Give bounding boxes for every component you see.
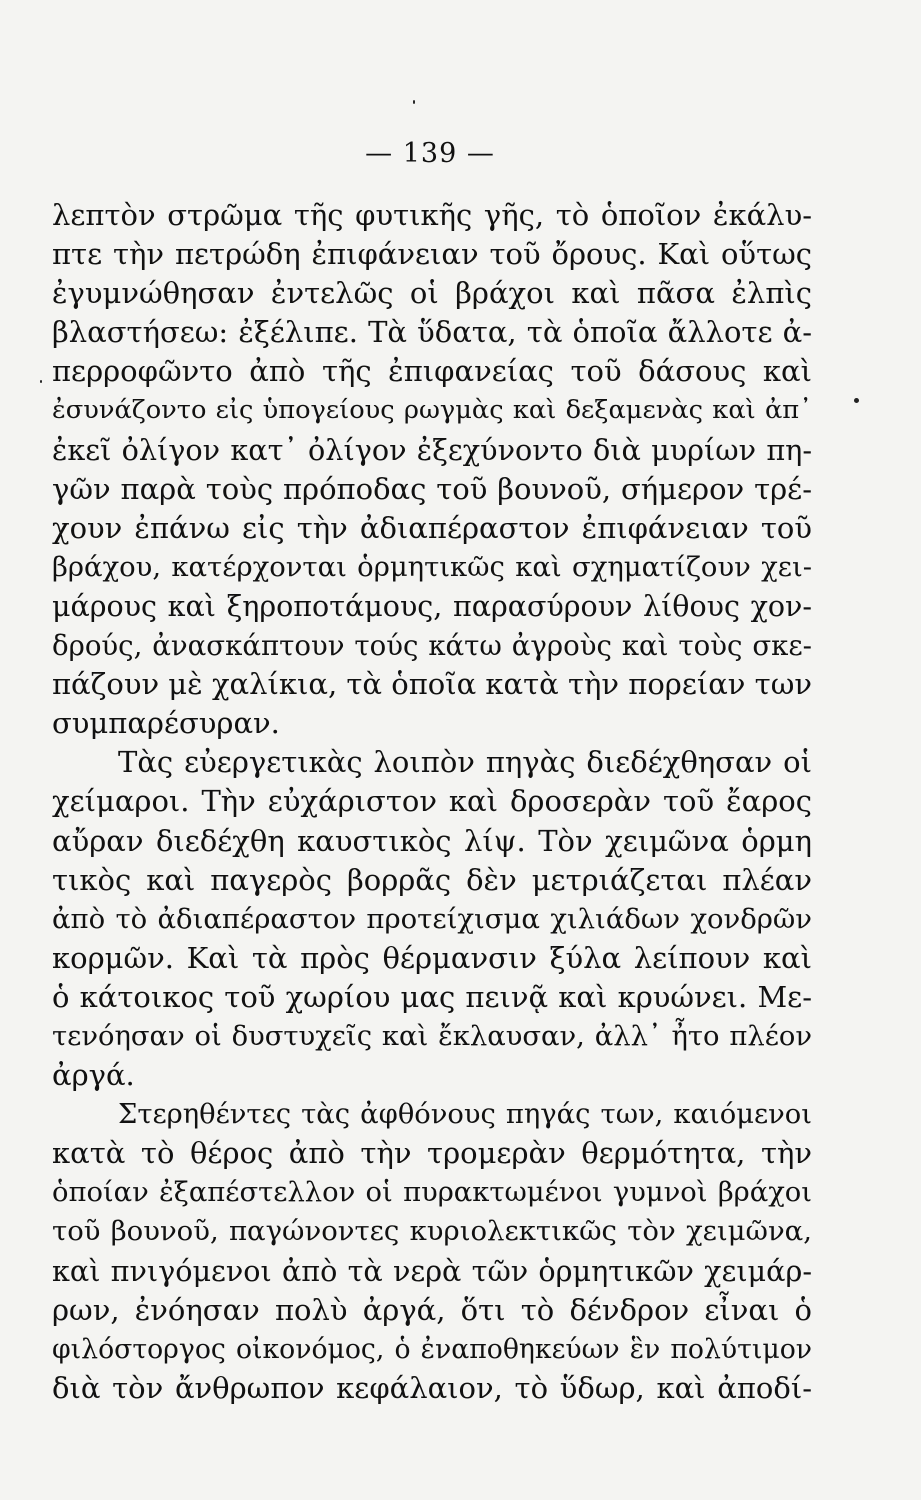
text-line: περροφῶντο ἀπὸ τῆς ἐπιφανείας τοῦ δάσους καὶ: [52, 354, 812, 389]
text-line: αὔραν διεδέχθη καυστικὸς λίψ. Τὸν χειμῶνα ὁρμη: [52, 823, 812, 858]
text-line: ὁ κάτοικος τοῦ χωρίου μας πεινᾷ καὶ κρυώνει. Με-: [52, 979, 812, 1014]
text-line: τενόησαν οἱ δυστυχεῖς καὶ ἔκλαυσαν, ἀλλ᾽ ἦτο πλέον: [52, 1020, 812, 1052]
text-line: βλαστήσεω: ἐξέλιπε. Τὰ ὕδατα, τὰ ὁποῖα ἄλλοτε ἀ-: [52, 315, 812, 350]
paragraph-end-line: συμπαρέσυραν.: [52, 706, 280, 741]
text-line: λεπτὸν στρῶμα τῆς φυτικῆς γῆς, τὸ ὁποῖον ἐκάλυ-: [52, 198, 812, 232]
text-line: δρούς, ἀνασκάπτουν τούς κάτω ἀγροὺς καὶ τοὺς σκε-: [52, 629, 812, 663]
text-line: ἐγυμνώθησαν ἐντελῶς οἱ βράχοι καὶ πᾶσα ἐλπὶς: [52, 276, 812, 311]
text-line: τικὸς καὶ παγερὸς βορρᾶς δὲν μετριάζεται πλέαν: [52, 862, 812, 897]
paragraph-start-line: Τὰς εὐεργετικὰς λοιπὸν πηγὰς διεδέχθησαν οἱ: [118, 745, 812, 780]
text-line: γῶν παρὰ τοὺς πρόποδας τοῦ βουνοῦ, σήμερον τρέ-: [52, 471, 812, 506]
text-line: βράχου, κατέρχονται ὁρμητικῶς καὶ σχηματίζουν χει-: [52, 551, 812, 583]
text-line: καὶ πνιγόμενοι ἀπὸ τὰ νερὰ τῶν ὁρμητικῶν χειμάρ-: [52, 1253, 812, 1288]
text-line: πάζουν μὲ χαλίκια, τὰ ὁποῖα κατὰ τὴν πορείαν των: [52, 667, 812, 702]
text-line: ἐσυνάζοντο εἰς ὑπογείους ρωγμὰς καὶ δεξαμενὰς καὶ ἀπ᾽: [52, 395, 812, 426]
text-line: πτε τὴν πετρώδη ἐπιφάνειαν τοῦ ὄρους. Καὶ οὕτως: [52, 237, 812, 272]
print-speck: [854, 398, 859, 403]
text-line: ἐκεῖ ὀλίγον κατ᾽ ὀλίγον ἐξεχύνοντο διὰ μυρίων πη-: [52, 432, 812, 467]
text-line: μάρους καὶ ξηροποτάμους, παρασύρουν λίθους χον-: [52, 589, 812, 623]
text-line: κατὰ τὸ θέρος ἀπὸ τὴν τρομερὰν θερμότητα, τὴν: [52, 1136, 812, 1171]
text-line: ρων, ἐνόησαν πολὺ ἀργά, ὅτι τὸ δένδρον εἶναι ὁ: [52, 1292, 812, 1327]
paragraph-end-line: ἀργά.: [52, 1058, 135, 1093]
page-number: — 139 —: [365, 138, 495, 169]
text-line: ὁποίαν ἐξαπέστελλον οἱ πυρακτωμένοι γυμνοὶ βράχοι: [52, 1177, 812, 1209]
print-speck: [413, 100, 415, 104]
print-speck: [40, 380, 42, 383]
text-line: τοῦ βουνοῦ, παγώνοντες κυριολεκτικῶς τὸν χειμῶνα,: [52, 1215, 812, 1248]
text-line: χουν ἐπάνω εἰς τὴν ἀδιαπέραστον ἐπιφάνειαν τοῦ: [52, 510, 812, 545]
text-line: διὰ τὸν ἄνθρωπον κεφάλαιον, τὸ ὕδωρ, καὶ ἀποδί-: [52, 1370, 812, 1405]
text-line: ἀπὸ τὸ ἀδιαπέραστον προτείχισμα χιλιάδων χονδρῶν: [52, 902, 812, 935]
paragraph-start-line: Στερηθέντες τὰς ἀφθόνους πηγάς των, καιόμενοι: [118, 1099, 812, 1131]
text-line: κορμῶν. Καὶ τὰ πρὸς θέρμανσιν ξύλα λείπουν καὶ: [52, 940, 812, 975]
text-line: φιλόστοργος οἰκονόμος, ὁ ἐναποθηκεύων ἓν πολύτιμον: [52, 1333, 812, 1365]
body-text: [52, 196, 812, 1408]
text-line: χείμαροι. Τὴν εὐχάριστον καὶ δροσερὰν τοῦ ἔαρος: [52, 784, 812, 819]
